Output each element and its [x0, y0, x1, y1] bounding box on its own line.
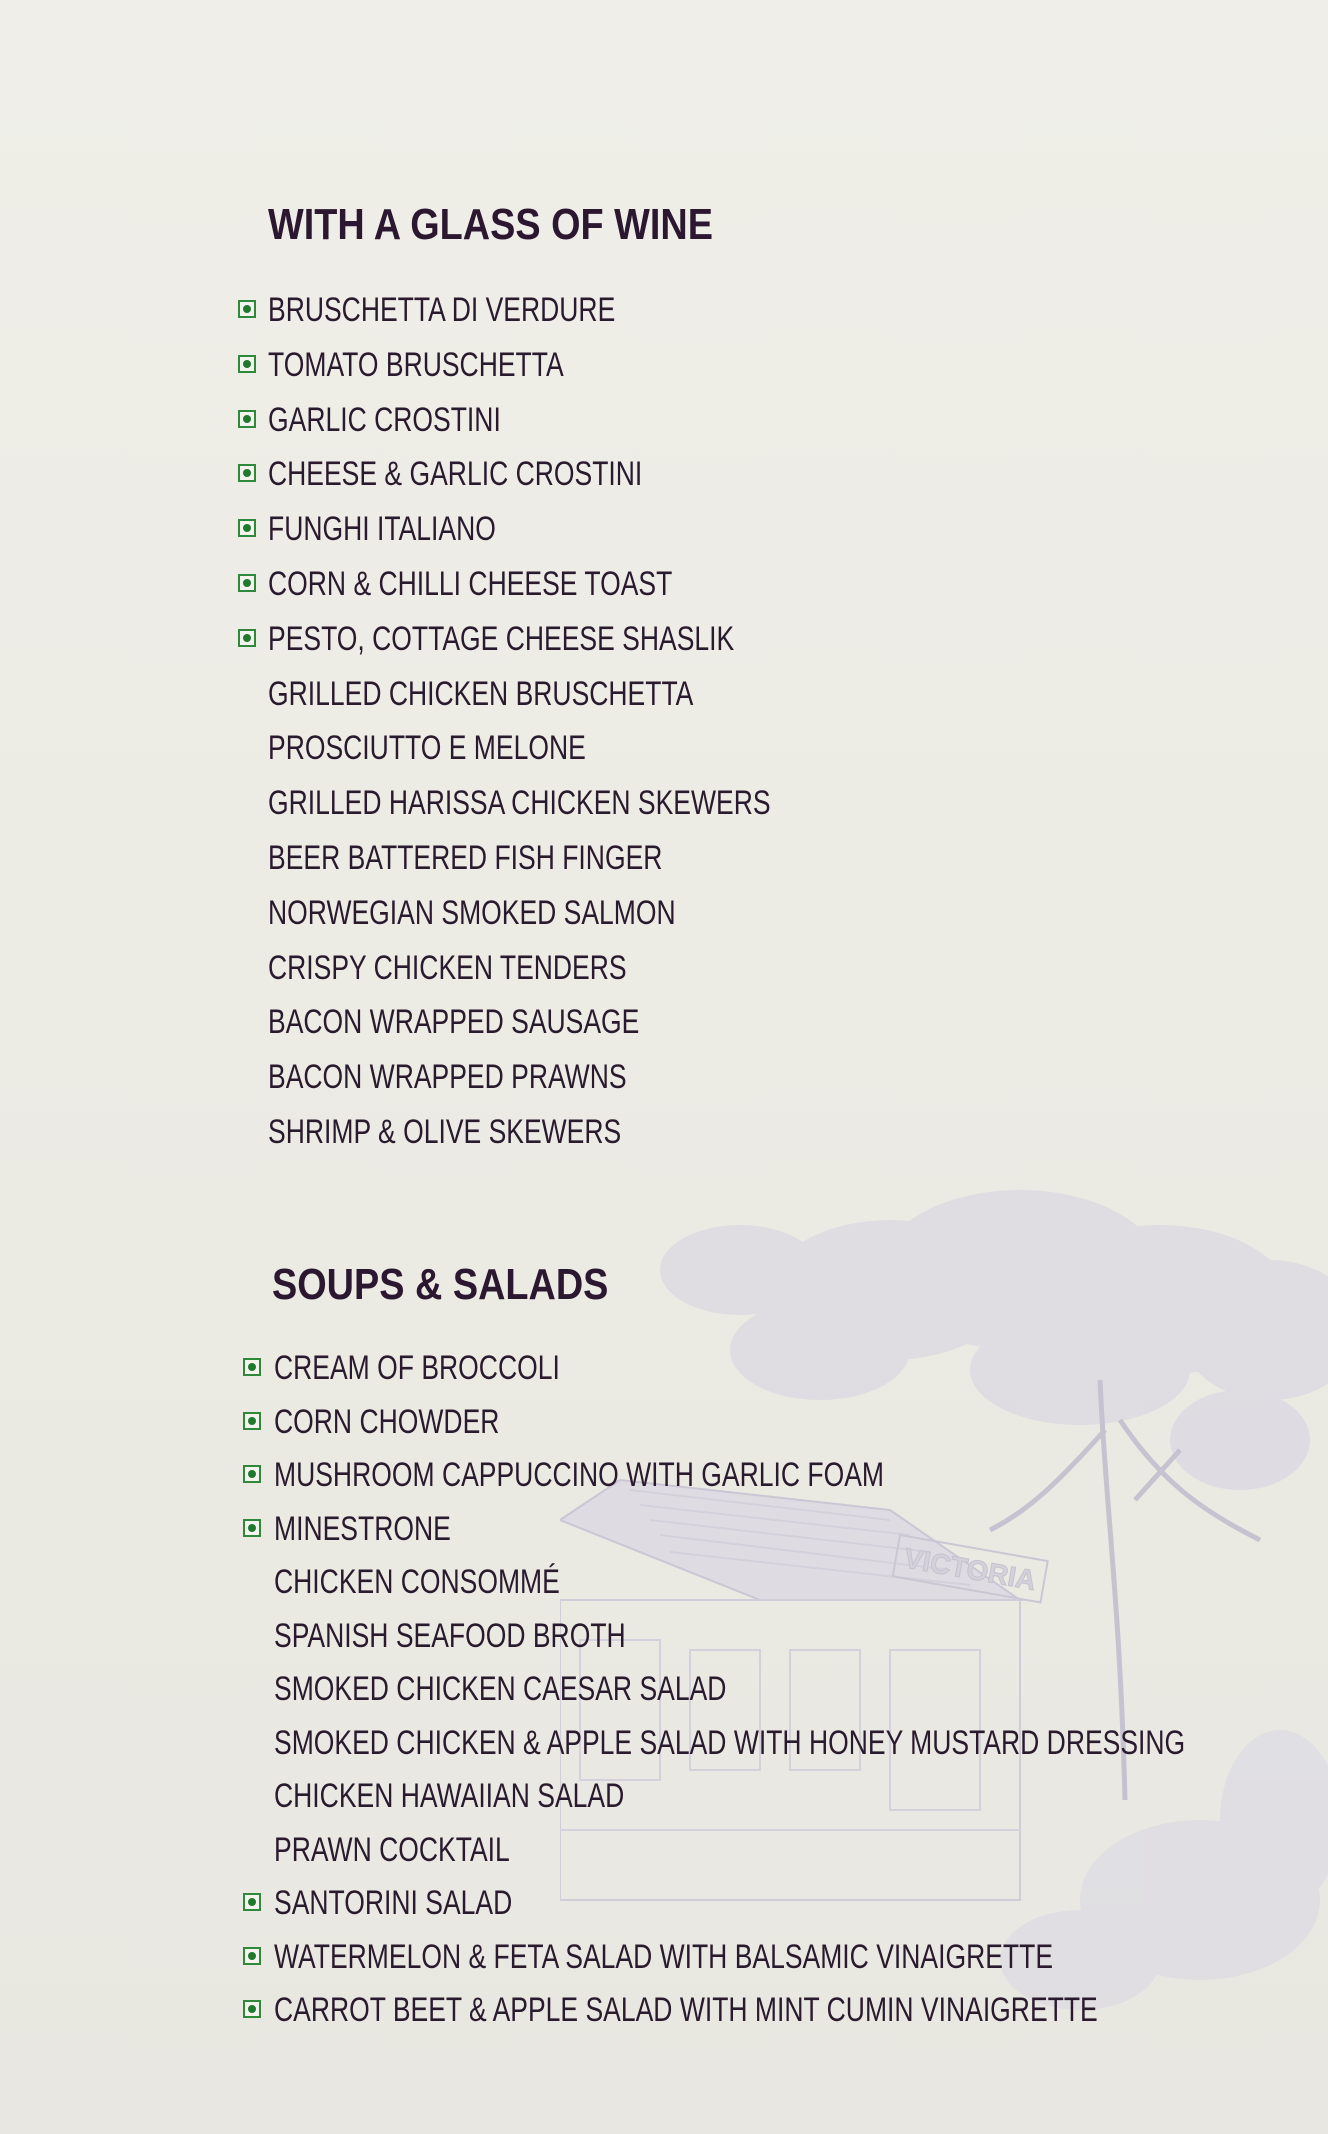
menu-item-name: BRUSCHETTA DI VERDURE [268, 291, 616, 329]
menu-item-name: CORN CHOWDER [274, 1402, 500, 1441]
menu-item-name: TOMATO BRUSCHETTA [268, 345, 564, 384]
menu-item-name: GRILLED CHICKEN BRUSCHETTA [268, 674, 694, 713]
menu-item-name: CHICKEN CONSOMMÉ [274, 1563, 560, 1601]
veg-symbol-icon [238, 519, 256, 537]
veg-symbol-icon [238, 574, 256, 592]
veg-symbol-icon [243, 1412, 261, 1430]
menu-item-name: MINESTRONE [274, 1509, 451, 1548]
menu-item-name: CREAM OF BROCCOLI [274, 1349, 560, 1387]
veg-symbol-icon [243, 2000, 261, 2018]
tree-canopy [660, 1190, 1328, 1490]
section-heading-soups-salads: SOUPS & SALADS [272, 1260, 609, 1309]
veg-symbol-icon [243, 1947, 261, 1965]
veg-symbol-icon [238, 355, 256, 373]
veg-symbol-icon [238, 629, 256, 647]
menu-item-name: GARLIC CROSTINI [268, 400, 501, 439]
menu-item-name: GRILLED HARISSA CHICKEN SKEWERS [268, 784, 771, 823]
menu-item-name: CRISPY CHICKEN TENDERS [268, 948, 627, 987]
menu-item-name: FUNGHI ITALIANO [268, 510, 496, 549]
menu-item-name: BACON WRAPPED PRAWNS [268, 1058, 627, 1097]
menu-item-name: CHICKEN HAWAIIAN SALAD [274, 1777, 625, 1815]
menu-item-name: BACON WRAPPED SAUSAGE [268, 1003, 640, 1042]
menu-item-name: CORN & CHILLI CHEESE TOAST [268, 565, 673, 603]
menu-item-name: BEER BATTERED FISH FINGER [268, 839, 663, 877]
menu-item-name: MUSHROOM CAPPUCCINO WITH GARLIC FOAM [274, 1456, 884, 1494]
menu-item-name: SMOKED CHICKEN CAESAR SALAD [274, 1670, 727, 1708]
veg-symbol-icon [243, 1465, 261, 1483]
menu-item-name: SANTORINI SALAD [274, 1884, 513, 1922]
menu-item-name: PESTO, COTTAGE CHEESE SHASLIK [268, 619, 735, 658]
veg-symbol-icon [238, 300, 256, 318]
section-heading-wine: WITH A GLASS OF WINE [268, 200, 713, 249]
menu-item-name: SHRIMP & OLIVE SKEWERS [268, 1113, 622, 1151]
menu-item-name: NORWEGIAN SMOKED SALMON [268, 893, 676, 932]
veg-symbol-icon [243, 1893, 261, 1911]
menu-item-name: PROSCIUTTO E MELONE [268, 729, 586, 768]
veg-symbol-icon [243, 1358, 261, 1376]
menu-item-name: SMOKED CHICKEN & APPLE SALAD WITH HONEY MUSTARD DRESSING [274, 1723, 1186, 1762]
station-illustration [560, 1180, 1328, 2040]
menu-item-name: SPANISH SEAFOOD BROTH [274, 1616, 626, 1655]
veg-symbol-icon [238, 410, 256, 428]
menu-item-name: CHEESE & GARLIC CROSTINI [268, 455, 643, 494]
veg-symbol-icon [238, 464, 256, 482]
menu-item-name: WATERMELON & FETA SALAD WITH BALSAMIC VINAIGRETTE [274, 1937, 1054, 1976]
svg-text:VICTORIA: VICTORIA [901, 1542, 1039, 1597]
veg-symbol-icon [243, 1519, 261, 1537]
menu-item-name: CARROT BEET & APPLE SALAD WITH MINT CUMIN VINAIGRETTE [274, 1991, 1098, 2029]
menu-item-name: PRAWN COCKTAIL [274, 1830, 510, 1869]
